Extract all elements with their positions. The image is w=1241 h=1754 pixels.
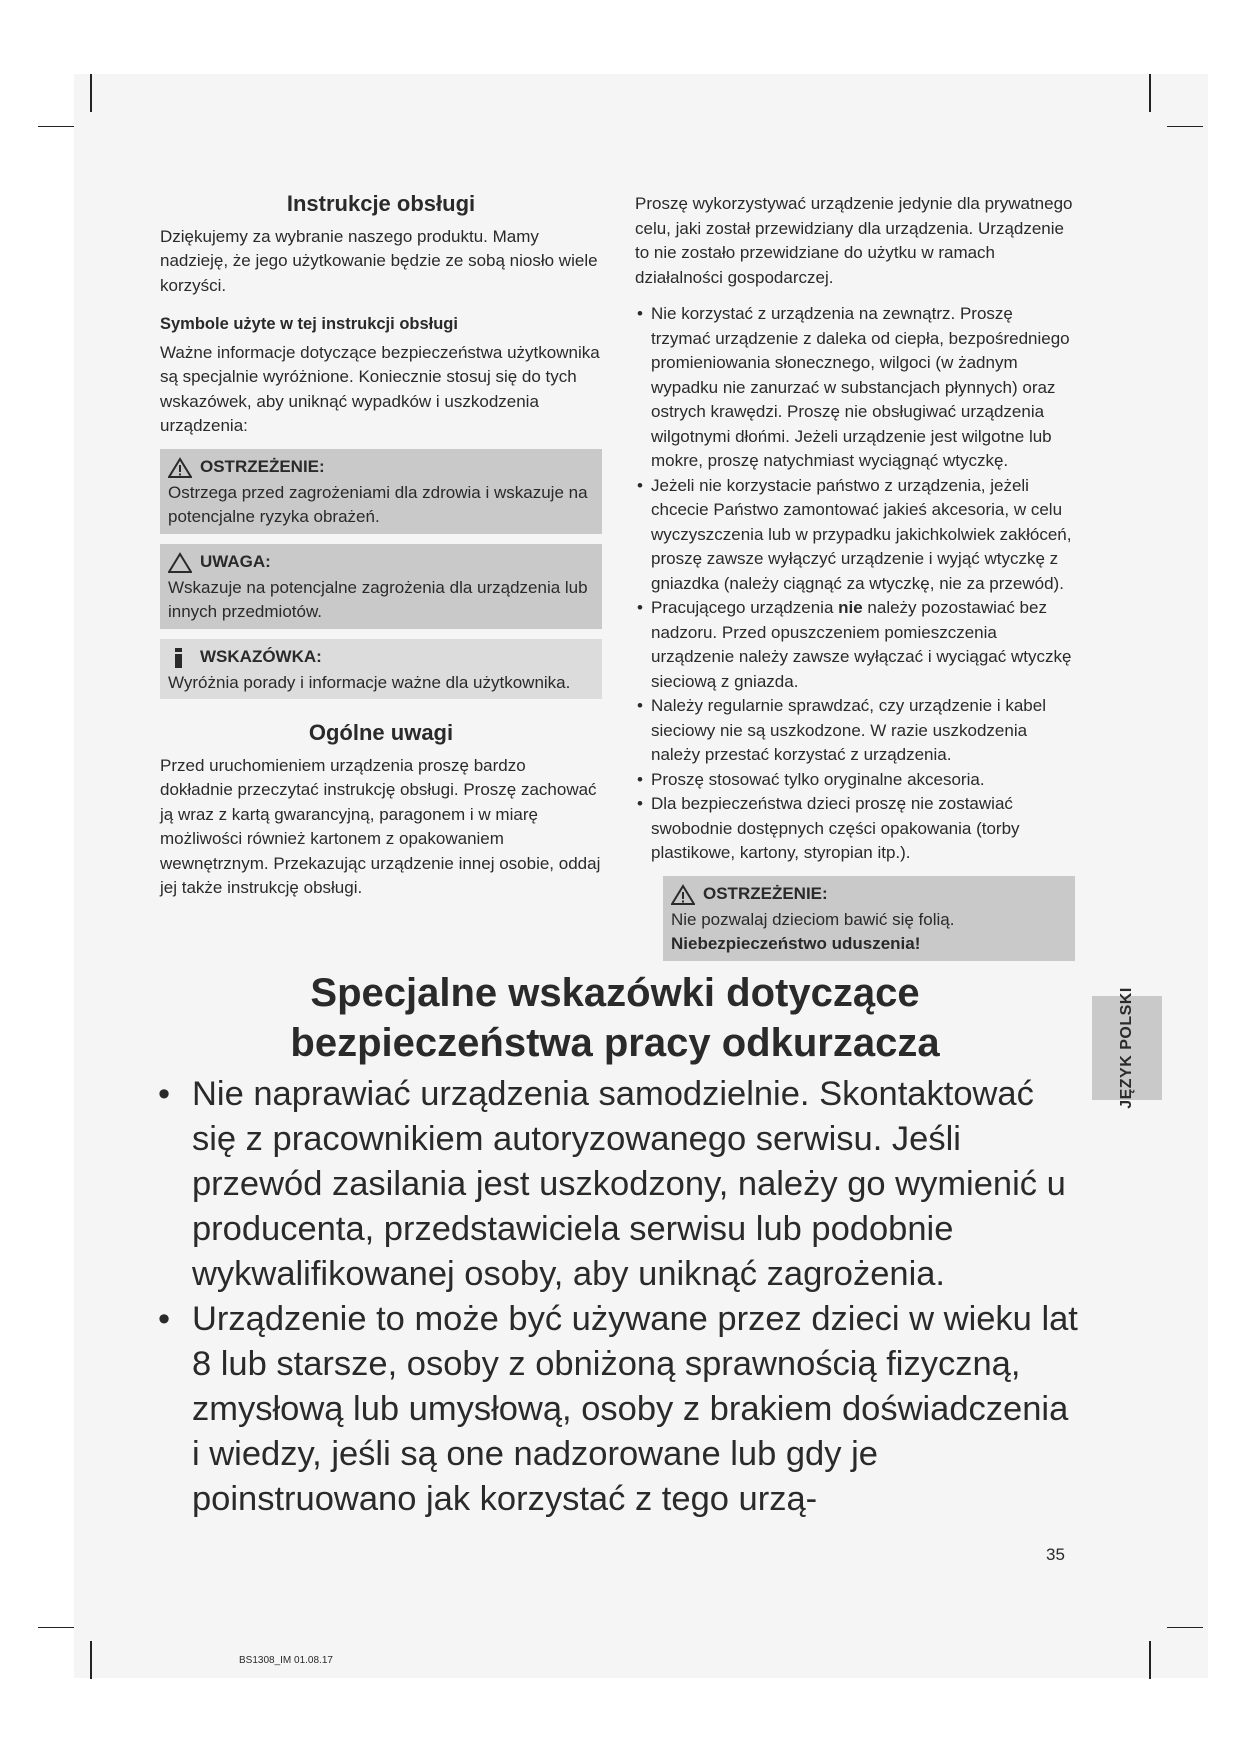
info-icon	[168, 647, 192, 669]
list-item: • Urządzenie to może być używane przez dzieci w wieku lat 8 lub starsze, osoby z obniżoną sprawnością fizyczną, zmysłową lub umysłową, osoby z brakiem doświadczenia i wiedzy, jeśli są one nadzorowane lub gdy je poinstruowano jak korzystać z tego urzą-	[158, 1300, 1078, 1518]
note-label: WSKAZÓWKA:	[200, 647, 322, 667]
footer-code: BS1308_IM 01.08.17	[239, 1655, 333, 1666]
language-tab: JĘZYK POLSKI	[1092, 996, 1162, 1100]
general-notes-title: Ogólne uwagi	[308, 720, 454, 745]
list-item: • Jeżeli nie korzystacie państwo z urządzenia, jeżeli chcecie Państwo zamontować jakieś akcesoria, w celu wyczyszczenia lub w przypadku jakichkolwiek zakłóceń, proszę zawsze wyłączyć urządzenie i wyjąć wtyczkę z gniazdka (należy ciągnąć za wtyczkę, nie za przewód).	[635, 474, 1075, 597]
caution-label: UWAGA:	[200, 552, 271, 572]
page-number: 35	[1046, 1545, 1065, 1564]
warning-label: OSTRZEŻENIE:	[703, 884, 828, 904]
crop-mark	[38, 126, 74, 127]
general-notes-text: Przed uruchomieniem urządzenia proszę bardzo dokładnie przeczytać instrukcję obsługi. Proszę zachować ją wraz z kartą gwarancyjną, paragonem i w miarę możliwości również kartonem z opakowaniem wewnętrznym. Przekazując urządzenie innej osobie, oddaj jej także instrukcję obsługi.	[160, 755, 601, 897]
symbols-text: Ważne informacje dotyczące bezpieczeństwa użytkownika są specjalnie wyróżnione. Koniecznie stosuj się do tych wskazówek, aby uniknąć wypadków i uszkodzenia urządzenia:	[160, 342, 600, 435]
list-item: • Dla bezpieczeństwa dzieci proszę nie zostawiać swobodnie dostępnych części opakowania (torby plastikowe, kartony, styropian itp.).	[635, 792, 1075, 866]
instructions-title: Instrukcje obsługi	[286, 191, 476, 216]
crop-mark	[38, 1627, 74, 1628]
warning-label: OSTRZEŻENIE:	[200, 457, 325, 477]
safety-list	[635, 302, 1075, 866]
list-item: • Należy regularnie sprawdzać, czy urządzenie i kabel sieciowy nie są uszkodzone. W razie uszkodzenia należy przestać korzystać z urządzenia.	[635, 694, 1075, 768]
symbols-heading: Symbole użyte w tej instrukcji obsługi	[160, 315, 458, 333]
crop-mark	[1167, 126, 1203, 127]
list-item: • Nie korzystać z urządzenia na zewnątrz. Proszę trzymać urządzenie z daleka od ciepła, bezpośredniego promieniowania słonecznego, wilgoci (w żadnym wypadku nie zanurzać w substancjach płynnych) oraz ostrych krawędzi. Proszę nie obsługiwać urządzenia wilgotnymi dłońmi. Jeżeli urządzenie jest wilgotne lub mokre, proszę natychmiast wyciągnąć wtyczkę.	[635, 302, 1075, 474]
child-warning-text: Nie pozwalaj dzieciom bawić się folią. Niebezpieczeństwo uduszenia!	[671, 909, 955, 953]
caution-box	[160, 544, 602, 629]
left-column	[160, 192, 602, 901]
list-item: • Nie naprawiać urządzenia samodzielnie. Skontaktować się z pracownikiem autoryzowanego serwisu. Jeśli przewód zasilania jest uszkodzony, należy go wymienić u producenta, przedstawiciela serwisu lub podobnie wykwalifikowanej osoby, aby uniknąć zagrożenia.	[158, 1075, 1066, 1293]
caution-triangle-icon	[168, 552, 192, 574]
warning-box	[160, 449, 602, 534]
warning-triangle-icon	[671, 884, 695, 906]
crop-mark	[90, 74, 92, 112]
special-safety-section	[150, 968, 1080, 1522]
caution-text: Wskazuje na potencjalne zagrożenia dla urządzenia lub innych przedmiotów.	[168, 577, 588, 621]
right-column	[635, 192, 1075, 961]
usage-intro: Proszę wykorzystywać urządzenie jedynie dla prywatnego celu, jaki został przewidziany dla urządzenia. Urządzenie to nie zostało przewidziane do użytku w ramach działalności gospodarczej.	[635, 194, 1073, 287]
child-warning-box	[663, 876, 1075, 961]
intro-text: Dziękujemy za wybranie naszego produktu. Mamy nadzieję, że jego użytkowanie będzie ze sobą niosło wiele korzyści.	[160, 226, 598, 295]
special-safety-title: Specjalne wskazówki dotyczące bezpieczeństwa pracy odkurzacza	[290, 971, 940, 1065]
warning-triangle-icon	[168, 457, 192, 479]
note-text: Wyróżnia porady i informacje ważne dla użytkownika.	[168, 672, 571, 692]
crop-mark	[90, 1641, 92, 1679]
list-item: • Proszę stosować tylko oryginalne akcesoria.	[635, 768, 1075, 793]
crop-mark	[1149, 1641, 1151, 1679]
list-item: • Pracującego urządzenia nie należy pozostawiać bez nadzoru. Przed opuszczeniem pomieszczenia urządzenie należy zawsze wyłączać i wyciągać wtyczkę sieciową z gniazda.	[635, 596, 1075, 694]
note-box	[160, 639, 602, 700]
crop-mark	[1167, 1627, 1203, 1628]
warning-text: Ostrzega przed zagrożeniami dla zdrowia i wskazuje na potencjalne ryzyka obrażeń.	[168, 482, 588, 526]
crop-mark	[1149, 74, 1151, 112]
